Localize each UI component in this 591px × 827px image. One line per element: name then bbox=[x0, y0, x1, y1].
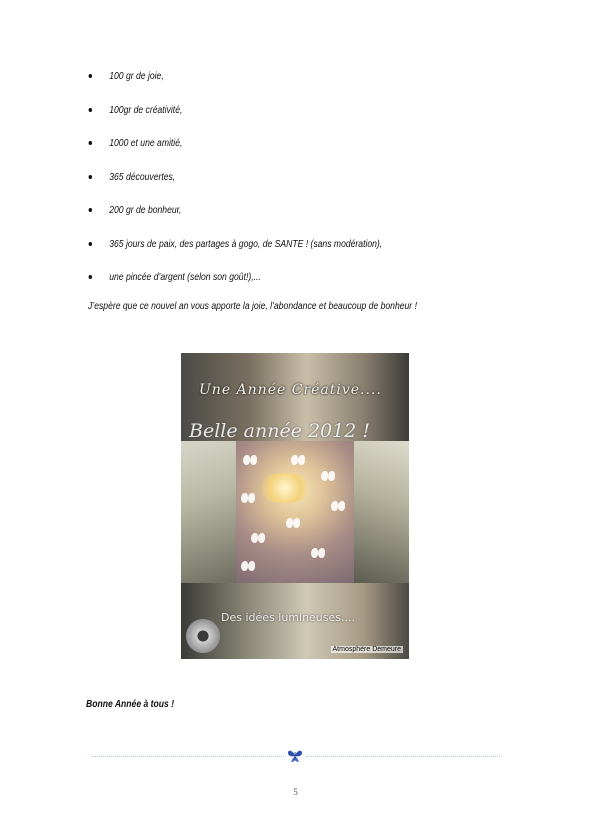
butterfly-icon bbox=[311, 548, 325, 558]
butterfly-icon bbox=[286, 518, 300, 528]
list-item: 365 jours de paix, des partages à gogo, de SANTE ! (sans modération), bbox=[86, 228, 382, 262]
greeting-card-image bbox=[181, 353, 409, 659]
card-greeting: Belle année 2012 ! bbox=[189, 420, 371, 442]
wish-list bbox=[86, 60, 430, 295]
footer-divider-left bbox=[92, 756, 284, 757]
card-credit: Atmosphère Demeure bbox=[332, 646, 401, 653]
list-item: 100 gr de joie, bbox=[86, 60, 382, 94]
wish-paragraph: J’espère que ce nouvel an vous apporte la joie, l’abondance et beaucoup de bonheur ! bbox=[88, 301, 417, 312]
card-tagline: Des idées lumineuses.... bbox=[221, 611, 355, 624]
butterfly-icon bbox=[241, 561, 255, 571]
card-title: Une Année Créative.... bbox=[199, 382, 382, 398]
list-item: 365 découvertes, bbox=[86, 161, 382, 195]
list-item: une pincée d’argent (selon son goût!),... bbox=[86, 261, 382, 295]
butterfly-icon bbox=[291, 455, 305, 465]
butterfly-icon bbox=[331, 501, 345, 511]
list-item: 1000 et une amitié, bbox=[86, 127, 382, 161]
decorative-disc bbox=[186, 619, 220, 653]
chandelier-glow bbox=[257, 473, 313, 503]
closing-line: Bonne Année à tous ! bbox=[86, 699, 175, 710]
list-item: 200 gr de bonheur, bbox=[86, 194, 382, 228]
footer-divider-right bbox=[306, 756, 500, 757]
butterfly-icon bbox=[241, 493, 255, 503]
butterfly-icon bbox=[287, 748, 303, 764]
card-right-panel bbox=[354, 441, 409, 583]
butterfly-icon bbox=[243, 455, 257, 465]
list-item: 100gr de créativité, bbox=[86, 94, 382, 128]
butterfly-icon bbox=[251, 533, 265, 543]
butterfly-icon bbox=[321, 471, 335, 481]
page-number: 5 bbox=[293, 787, 298, 797]
card-left-panel bbox=[181, 441, 236, 583]
